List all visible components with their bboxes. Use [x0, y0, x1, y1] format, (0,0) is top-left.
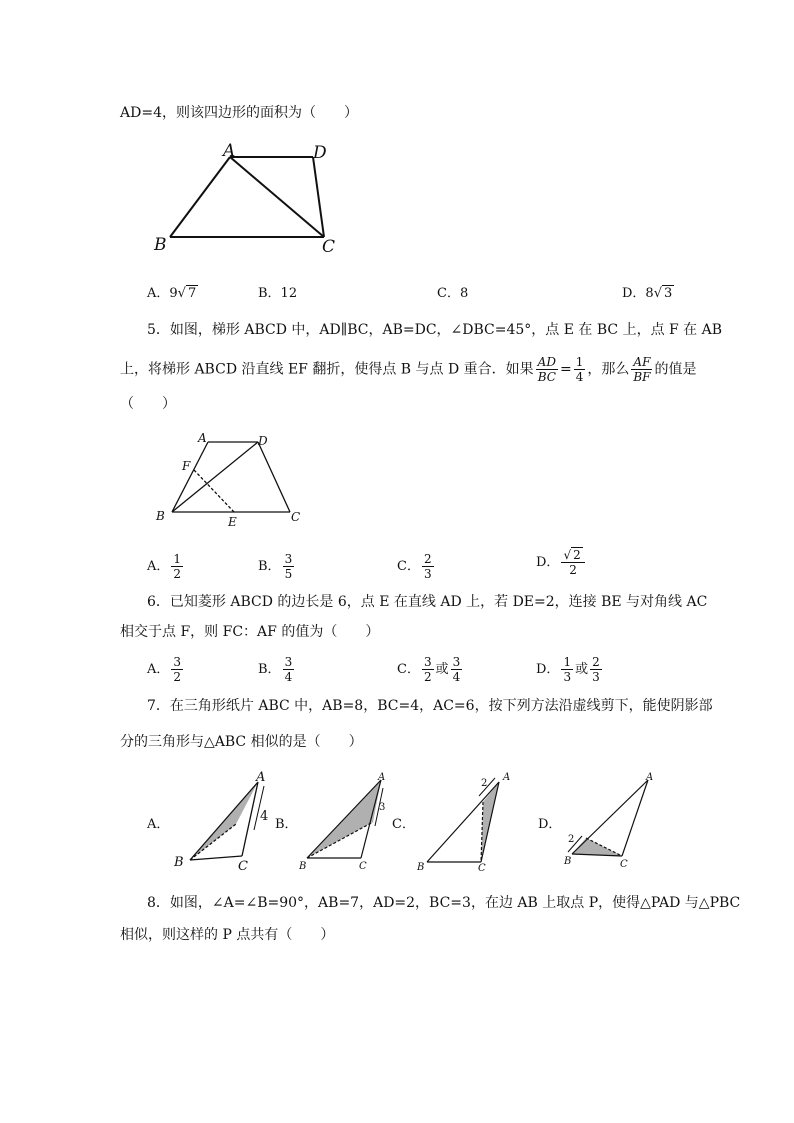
q6-option-c1-den: 2: [423, 670, 432, 684]
q6-option-c: [397, 655, 464, 684]
q5-label-b: B: [156, 509, 165, 523]
q7-figure-a-label-b: B: [174, 855, 184, 870]
q7-figure-b-label-c: C: [359, 861, 367, 870]
q5-label-f: F: [182, 459, 191, 473]
q6-option-b-num: 3: [284, 655, 293, 669]
q5-option-d-den: 2: [569, 563, 577, 577]
q4-edge-ab: [170, 157, 230, 237]
q6-option-a: [147, 655, 185, 684]
q4-option-d: D．8√ 3: [622, 286, 673, 301]
q7-figure-c-label-a: A: [503, 772, 511, 783]
q6-option-d2-den: 3: [592, 670, 600, 684]
q5-frac1-den: BC: [537, 370, 556, 384]
q8-line-2: 相似，则这样的 P 点共有（ ）: [120, 927, 335, 943]
q5-line-2-a: 上，将梯形 ABCD 沿直线 EF 翻折，使得点 B 与点 D 重合．如果: [120, 361, 534, 378]
q7-option-d-label: D．: [538, 817, 562, 832]
q5-figure: [150, 430, 320, 530]
q7-figure-a-edge-ab: [190, 782, 258, 860]
q5-frac2-den: 4: [575, 370, 584, 384]
q6-option-a-label: A．: [147, 662, 170, 677]
q5-line-3: （ ）: [120, 396, 176, 412]
q5-option-c-den: 3: [423, 567, 432, 581]
q6-line-1: 6．已知菱形 ABCD 的边长是 6，点 E 在直线 AD 上，若 DE=2，连接 BE 与对角线 AC: [147, 594, 708, 610]
q7-figure-c-length: 2: [481, 778, 488, 789]
q5-fraction-ad-bc: [536, 355, 558, 384]
q7-figure-a-edge-bc: [190, 856, 242, 860]
q4-edge-dc: [313, 157, 324, 237]
q5-edge-ab: [172, 442, 208, 512]
q5-diagonal-bd: [172, 442, 258, 512]
q8-line-1: 8．如图，∠A=∠B=90°，AB=7，AD=2，BC=3，在边 AB 上取点 P，使得△PAD 与△PBC: [147, 895, 741, 911]
q5-fraction-af-bf: [631, 355, 652, 384]
q5-option-c-label: C．: [397, 559, 420, 574]
q7-option-b-label: B．: [275, 817, 298, 832]
q5-frac3-num: AF: [633, 355, 651, 369]
q6-line-2: 相交于点 F，则 FC：AF 的值为（ ）: [120, 624, 380, 640]
q6-option-d1-den: 3: [563, 670, 572, 684]
q7-figure-d-label-b: B: [564, 856, 572, 867]
q5-option-d-radicand: 2: [573, 548, 581, 562]
q6-option-b-den: 4: [284, 670, 293, 684]
q4-option-a-prefix: A．9: [147, 286, 178, 301]
q7-figure-a: [172, 768, 272, 872]
q4-option-a-radicand: 7: [187, 286, 197, 301]
q5-label-c: C: [291, 510, 301, 524]
q6-option-a-num: 3: [173, 655, 182, 669]
q6-option-d2-num: 2: [592, 655, 600, 669]
q5-line-2: [120, 355, 696, 384]
q5-option-b-label: B．: [258, 559, 281, 574]
q7-figure-c: [415, 766, 525, 872]
q5-label-d: D: [258, 434, 268, 448]
q7-figure-b-length: 3: [379, 802, 386, 813]
q4-label-d: D: [313, 143, 327, 163]
q7-figure-a-length: 4: [260, 809, 269, 824]
q5-option-a-label: A．: [147, 559, 170, 574]
q7-figure-c-label-c: C: [478, 863, 486, 872]
q7-figure-b-label-b: B: [299, 861, 307, 870]
q7-figure-d-edge-ab: [572, 780, 648, 854]
q7-figure-b: [295, 770, 395, 870]
q7-option-c-label: C．: [392, 817, 415, 832]
q5-frac3-den: BF: [633, 370, 651, 384]
q5-line-2-c: 的值是: [654, 361, 697, 378]
q5-frac1-num: AD: [537, 355, 556, 369]
q5-line-2-b: ，那么: [587, 361, 630, 378]
q7-figure-a-label-a: A: [256, 770, 266, 785]
q7-figure-d-edge-ac: [622, 780, 648, 856]
q5-option-a-den: 2: [173, 567, 182, 581]
q6-option-c2-num: 3: [452, 655, 461, 669]
q5-edge-dc: [258, 442, 290, 512]
q4-diagonal-ac: [230, 157, 324, 237]
q4-label-a: A: [223, 141, 236, 161]
q5-option-a: [147, 552, 185, 581]
q5-label-e: E: [228, 515, 237, 529]
q7-figure-d-label-c: C: [620, 859, 628, 870]
q5-fold-line-ef: [194, 470, 234, 512]
q6-option-c2-den: 4: [452, 670, 461, 684]
q7-option-a-label: A．: [147, 817, 170, 832]
q4-figure: [140, 138, 360, 258]
q5-eq: =: [559, 361, 572, 378]
q5-label-a: A: [198, 431, 207, 445]
q5-option-c: [397, 552, 436, 581]
q4-stem-tail: AD=4，则该四边形的面积为（ ）: [120, 105, 358, 121]
q5-frac2-num: 1: [575, 355, 584, 369]
q6-option-d-label: D．: [536, 662, 560, 677]
q7-line-2: 分的三角形与△ABC 相似的是（ ）: [120, 734, 363, 750]
q4-option-b: B．12: [258, 286, 298, 301]
q5-option-b-den: 5: [284, 567, 293, 581]
q4-option-d-radicand: 3: [664, 286, 673, 301]
q6-option-d1-num: 1: [563, 655, 572, 669]
q6-option-c-or: 或: [435, 662, 449, 677]
q5-option-b: [258, 552, 296, 581]
q7-figure-b-label-a: A: [378, 772, 386, 783]
q4-option-a: A．9√ 7: [147, 286, 197, 301]
q7-figure-d-length: 2: [568, 834, 575, 845]
q6-option-b: [258, 655, 296, 684]
q6-option-d-or: 或: [575, 662, 589, 677]
q5-fraction-1-4: [574, 355, 586, 384]
q7-figure-d-label-a: A: [646, 772, 654, 783]
q6-option-a-den: 2: [173, 670, 182, 684]
q5-line-1: 5．如图，梯形 ABCD 中，AD∥BC，AB=DC，∠DBC=45°，点 E 在 BC 上，点 F 在 AB: [147, 322, 723, 338]
q6-option-c1-num: 3: [423, 655, 432, 669]
q7-figure-d: [560, 772, 660, 872]
q4-option-c: C．8: [437, 286, 469, 301]
q4-label-c: C: [322, 237, 336, 257]
q4-label-b: B: [154, 235, 167, 255]
q7-figure-c-label-b: B: [417, 862, 425, 872]
q6-option-b-label: B．: [258, 662, 281, 677]
q7-figure-a-label-c: C: [238, 859, 248, 872]
q5-option-d: D． $\frac{√ 2}{2}$: [536, 548, 587, 577]
q5-option-a-num: 1: [173, 552, 182, 566]
q6-option-d: [536, 655, 604, 684]
q4-option-d-prefix: D．8: [622, 286, 654, 301]
q5-option-b-num: 3: [284, 552, 293, 566]
q7-line-1: 7．在三角形纸片 ABC 中，AB=8，BC=4，AC=6，按下列方法沿虚线剪下，能使阴影部: [147, 698, 713, 714]
q5-option-c-num: 2: [423, 552, 432, 566]
q5-option-d-label: D．: [536, 555, 560, 570]
q6-option-c-label: C．: [397, 662, 420, 677]
